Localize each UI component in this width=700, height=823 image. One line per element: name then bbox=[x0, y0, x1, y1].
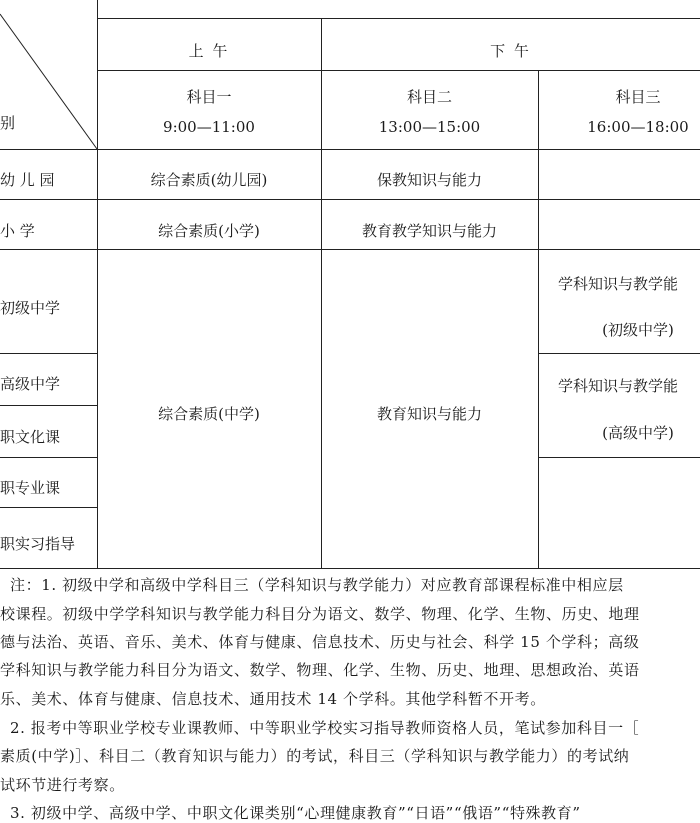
table-top-border bbox=[97, 18, 700, 19]
row-divider-5 bbox=[0, 457, 97, 458]
note-line-8: 试环节进行考察。 bbox=[0, 776, 125, 794]
header-row-label: 别 bbox=[0, 114, 16, 132]
subject-3-name: 科目三 bbox=[615, 88, 661, 106]
note-line-1: 注：1. 初级中学和高级中学科目三（学科知识与教学能力）对应教育部课程标准中相应层 bbox=[10, 576, 624, 594]
col-line-3b bbox=[538, 249, 539, 569]
header-bottom-border bbox=[0, 149, 700, 150]
cell-primary-subject-1: 综合素质(小学) bbox=[158, 222, 260, 240]
subject-2-time: 13:00—15:00 bbox=[378, 118, 481, 136]
subject-2-name: 科目二 bbox=[406, 88, 452, 106]
table-bottom-border bbox=[0, 568, 700, 569]
row-label-vocational-practice: 职实习指导 bbox=[0, 535, 76, 553]
subject-3-time: 16:00—18:00 bbox=[587, 118, 689, 136]
cell-junior-subject-3-line2: (初级中学) bbox=[602, 321, 674, 339]
note-line-7: 素质(中学)］、科目二（教育知识与能力）的考试，科目三（学科知识与教学能力）的考试纳 bbox=[0, 747, 630, 765]
cell-senior-subject-3-line1: 学科知识与教学能 bbox=[558, 377, 679, 395]
cell-kindergarten-subject-1: 综合素质(幼儿园) bbox=[150, 171, 268, 189]
row-divider-3a bbox=[0, 353, 97, 354]
subject-1-name: 科目一 bbox=[186, 88, 232, 106]
row-label-vocational-major: 职专业课 bbox=[0, 479, 61, 497]
row-label-senior: 高级中学 bbox=[0, 375, 61, 393]
note-line-6: 2. 报考中等职业学校专业课教师、中等职业学校实习指导教师资格人员，笔试参加科目一［ bbox=[10, 719, 640, 737]
cell-kindergarten-subject-2: 保教知识与能力 bbox=[376, 171, 482, 189]
row-divider-1 bbox=[0, 199, 700, 200]
row-label-kindergarten: 幼 儿 园 bbox=[0, 171, 55, 189]
row-label-junior: 初级中学 bbox=[0, 299, 61, 317]
row-divider-6 bbox=[0, 507, 97, 508]
note-line-3: 德与法治、英语、音乐、美术、体育与健康、信息技术、历史与社会、科学 15 个学科；高级 bbox=[0, 633, 640, 651]
header-divider-am-pm bbox=[97, 70, 700, 71]
row-label-primary: 小 学 bbox=[0, 222, 35, 240]
cell-middle-subject-2: 教育知识与能力 bbox=[376, 405, 482, 423]
cell-primary-subject-2: 教育教学知识与能力 bbox=[361, 222, 497, 240]
note-line-4: 学科知识与教学能力科目分为语文、数学、物理、化学、生物、历史、地理、思想政治、英语 bbox=[0, 661, 640, 679]
cell-middle-subject-1: 综合素质(中学) bbox=[158, 405, 260, 423]
row-label-vocational-culture: 职文化课 bbox=[0, 428, 61, 446]
cell-junior-subject-3-line1: 学科知识与教学能 bbox=[558, 275, 679, 293]
note-line-2: 校课程。初级中学学科知识与教学能力科目分为语文、数学、物理、化学、生物、历史、地理 bbox=[0, 605, 640, 623]
subject-1-time: 9:00—11:00 bbox=[163, 118, 255, 136]
header-pm: 下 午 bbox=[490, 42, 531, 60]
header-am: 上 午 bbox=[188, 42, 230, 60]
row-divider-4 bbox=[0, 405, 97, 406]
cell-senior-subject-3-line2: (高级中学) bbox=[602, 424, 674, 442]
row-divider-2 bbox=[0, 249, 700, 250]
row-divider-3b bbox=[538, 353, 700, 354]
note-line-9: 3. 初级中学、高级中学、中职文化课类别“心理健康教育”“日语”“俄语”“特殊教育” bbox=[10, 804, 581, 822]
note-line-5: 乐、美术、体育与健康、信息技术、通用技术 14 个学科。其他学科暂不开考。 bbox=[0, 690, 546, 708]
row-divider-4b bbox=[538, 457, 700, 458]
